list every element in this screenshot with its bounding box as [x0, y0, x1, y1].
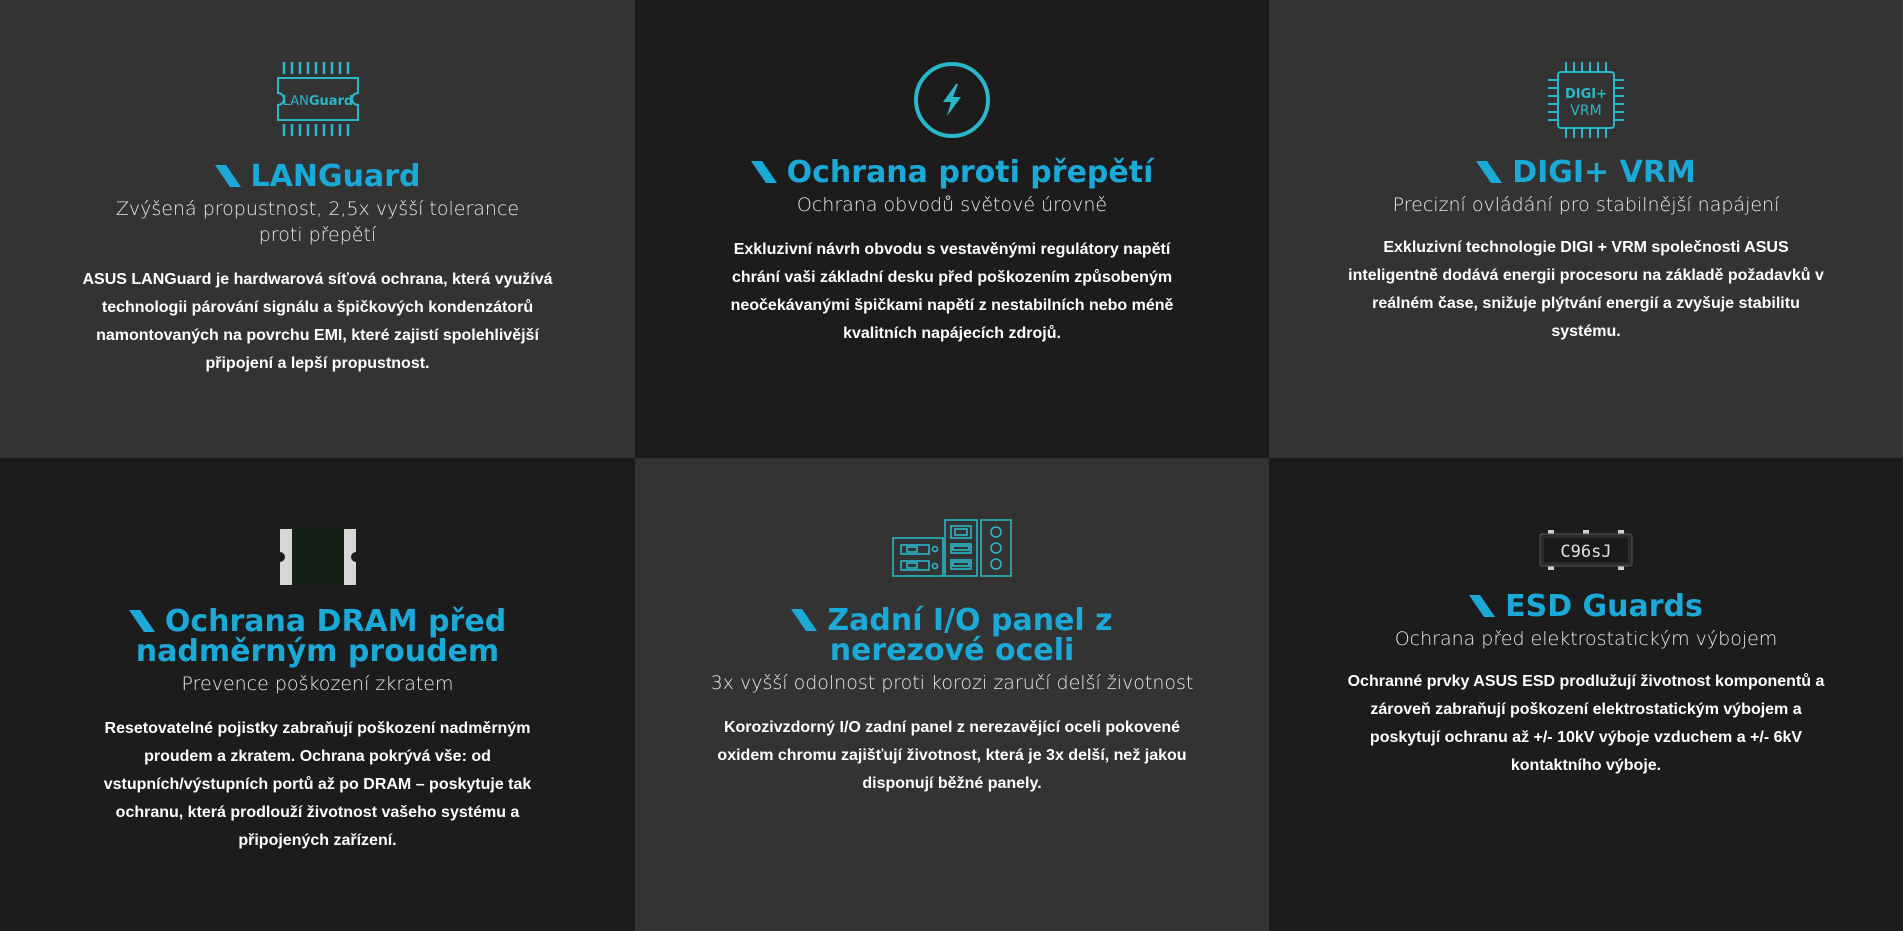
feature-title: Ochrana DRAM před nadměrným proudem — [108, 607, 528, 667]
feature-card-io-panel — [635, 458, 1269, 931]
feature-description: Exkluzivní návrh obvodu s vestavěnými regulátory napětí chrání vaši základní desku před poškozením způsobeným neočekávanými špičkami napětí z nestabilních nebo méně kvalitních napájecích zdrojů. — [730, 241, 1174, 342]
feature-card-surge-protection — [635, 0, 1269, 458]
feature-title: DIGI+ VRM — [1476, 158, 1696, 188]
accent-slash-icon — [751, 161, 777, 183]
feature-description: Ochranné prvky ASUS ESD prodlužují životnost komponentů a zároveň zabraňují poškození elektrostatickým výbojem a poskytují ochranu až +/- 10kV výboje vzduchem a +/- 6kV kontaktního výboje. — [1347, 673, 1825, 774]
feature-description: Resetovatelné pojistky zabraňují poškození nadměrným proudem a zkratem. Ochrana pokrývá vše: od vstupních/výstupních portů až po DRAM – poskytuje tak ochranu, která prodlouží životnost vašeho systému a připojených zařízení. — [103, 720, 532, 849]
feature-subtitle: Zvýšená propustnost, 2,5x vyšší tolerance proti přepětí — [115, 198, 520, 246]
esd-chip-icon — [1538, 530, 1634, 570]
feature-title: Ochrana proti přepětí — [751, 158, 1154, 188]
accent-slash-icon — [215, 165, 241, 187]
feature-subtitle: Ochrana obvodů světové úrovně — [796, 194, 1108, 216]
feature-card-dram-overcurrent — [0, 458, 635, 931]
feature-title: LANGuard — [215, 162, 421, 192]
digi-vrm-chip-icon — [1546, 60, 1626, 140]
feature-title: Zadní I/O panel z nerezové oceli — [732, 606, 1172, 666]
feature-description: Exkluzivní technologie DIGI + VRM společnosti ASUS inteligentně dodává energii procesoru na základě požadavků v reálném čase, snižuje plýtvání energií a zvyšuje stabilitu systému. — [1348, 239, 1824, 340]
feature-subtitle: Ochrana před elektrostatickým výbojem — [1394, 628, 1778, 650]
accent-slash-icon — [791, 609, 817, 631]
fuse-icon — [278, 529, 358, 585]
esd-chip-label: C96sJ — [1560, 542, 1612, 562]
languard-icon-text-guard: Guard — [308, 94, 353, 109]
feature-subtitle: Precizní ovládání pro stabilnější napájení — [1392, 194, 1780, 216]
feature-description: ASUS LANGuard je hardwarová síťová ochrana, která využívá technologii párování signálu a špičkových kondenzátorů namontovaných na povrchu EMI, které zajistí spolehlivější připojení a lepší propustnost. — [82, 271, 553, 372]
feature-card-esd-guards — [1269, 458, 1903, 931]
vrm-icon-text: VRM — [1570, 103, 1602, 119]
accent-slash-icon — [129, 610, 155, 632]
feature-card-digi-vrm — [1269, 0, 1903, 458]
feature-card-languard — [0, 0, 635, 458]
lightning-circle-icon — [912, 60, 992, 140]
accent-slash-icon — [1476, 161, 1502, 183]
feature-subtitle: Prevence poškození zkratem — [181, 673, 454, 695]
feature-description: Korozivzdorný I/O zadní panel z nerezavějící oceli pokovené oxidem chromu zajišťují životnost, která je 3x delší, než jakou disponují běžné panely. — [717, 719, 1187, 792]
feature-subtitle: 3x vyšší odolnost proti korozi zaručí delší životnost — [710, 672, 1194, 694]
accent-slash-icon — [1469, 595, 1495, 617]
languard-chip-icon — [272, 60, 364, 138]
languard-icon-text-lan: LAN — [282, 94, 309, 109]
digi-icon-text: DIGI+ — [1564, 87, 1608, 102]
svg-text:LANGuard — [282, 94, 353, 109]
feature-title: ESD Guards — [1469, 592, 1703, 622]
io-panel-icon — [891, 518, 1013, 578]
